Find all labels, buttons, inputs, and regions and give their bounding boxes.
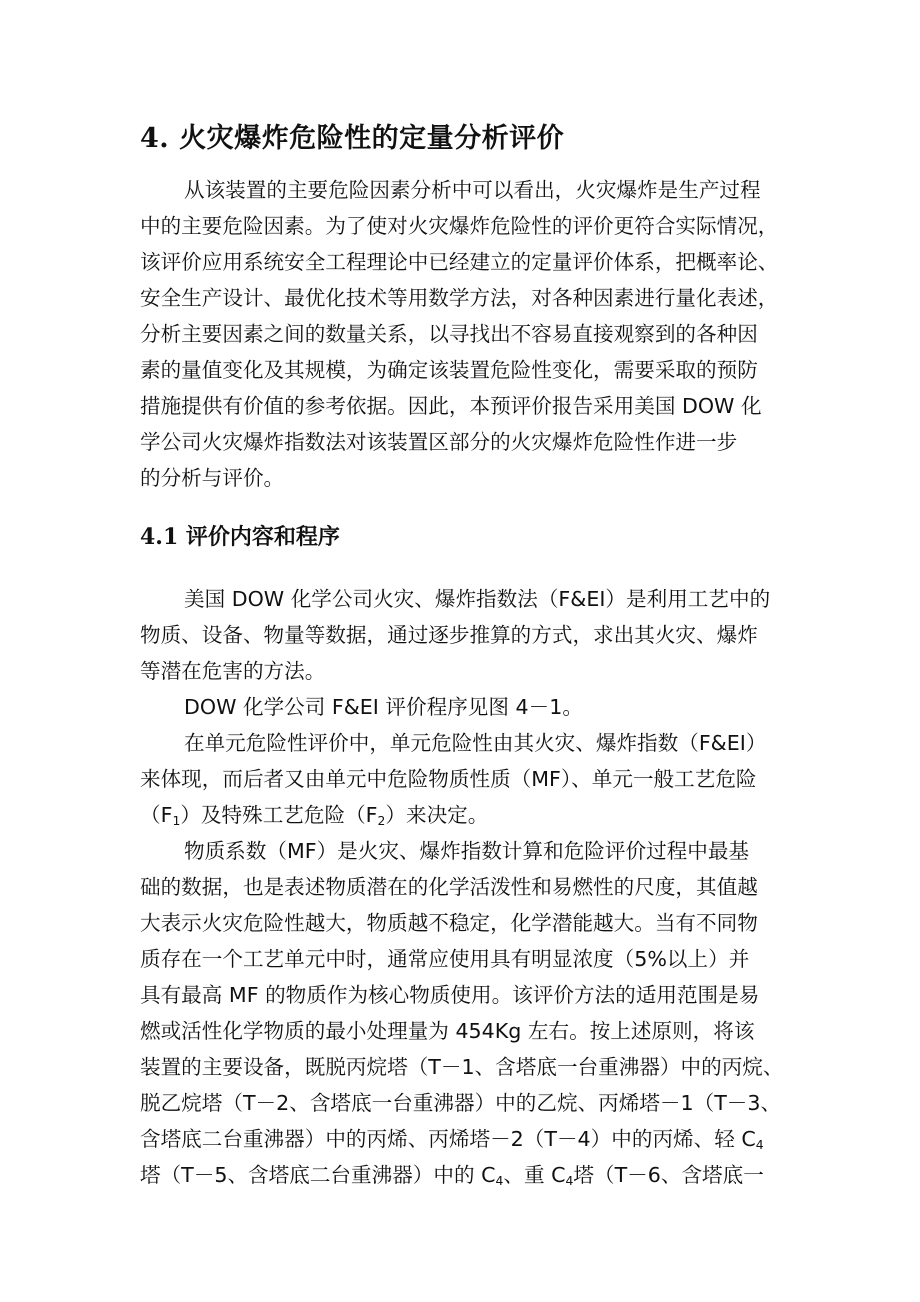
text-line: 中的主要危险因素。为了使对火灾爆炸危险性的评价更符合实际情况， bbox=[140, 214, 779, 238]
text-line: 等潜在危害的方法。 bbox=[140, 659, 326, 683]
subscript: 4 bbox=[565, 1174, 574, 1189]
text-line bbox=[140, 797, 488, 833]
text-line: 该评价应用系统安全工程理论中已经建立的定量评价体系，把概率论、 bbox=[140, 250, 779, 274]
text-line: 美国 DOW 化学公司火灾、爆炸指数法（F&EI）是利用工艺中的 bbox=[184, 587, 771, 611]
text-line: 从该装置的主要危险因素分析中可以看出，火灾爆炸是生产过程 bbox=[184, 178, 761, 202]
text-fragment: ）来决定。 bbox=[385, 803, 489, 827]
text-line: 具有最高 MF 的物质作为核心物质使用。该评价方法的适用范围是易 bbox=[140, 983, 760, 1007]
text-line: 安全生产设计、最优化技术等用数学方法，对各种因素进行量化表述， bbox=[140, 286, 779, 310]
text-line: 的分析与评价。 bbox=[140, 466, 285, 490]
subscript: 1 bbox=[172, 814, 181, 829]
text-fragment: 含塔底二台重沸器）中的丙烯、丙烯塔－2（T－4）中的丙烯、轻 C bbox=[140, 1127, 756, 1151]
subscript: 4 bbox=[755, 1138, 764, 1153]
text-line: DOW 化学公司 F&EI 评价程序见图 4－1。 bbox=[184, 695, 583, 719]
text-line: 素的量值变化及其规模，为确定该装置危险性变化，需要采取的预防 bbox=[140, 358, 758, 382]
text-line: 脱乙烷塔（T－2、含塔底一台重沸器）中的乙烷、丙烯塔－1（T－3、 bbox=[140, 1091, 782, 1115]
text-line: 质存在一个工艺单元中时，通常应使用具有明显浓度（5%以上）并 bbox=[140, 947, 750, 971]
text-line bbox=[140, 1157, 764, 1193]
text-line: 分析主要因素之间的数量关系，以寻找出不容易直接观察到的各种因 bbox=[140, 322, 758, 346]
text-line: 装置的主要设备，既脱丙烷塔（T－1、含塔底一台重沸器）中的丙烷、 bbox=[140, 1055, 784, 1079]
text-fragment: （F bbox=[140, 803, 173, 827]
text-fragment: ）及特殊工艺危险（F bbox=[180, 803, 378, 827]
text-line: 物质、设备、物量等数据，通过逐步推算的方式，求出其火灾、爆炸 bbox=[140, 623, 758, 647]
subscript: 4 bbox=[495, 1174, 504, 1189]
text-line: 燃或活性化学物质的最小处理量为 454Kg 左右。按上述原则，将该 bbox=[140, 1019, 755, 1043]
text-line: 来体现，而后者又由单元中危险物质性质（MF）、单元一般工艺危险 bbox=[140, 767, 757, 791]
text-line: 在单元危险性评价中，单元危险性由其火灾、爆炸指数（F&EI） bbox=[184, 731, 767, 755]
text-line: 措施提供有价值的参考依据。因此，本预评价报告采用美国 DOW 化 bbox=[140, 394, 762, 418]
text-fragment: 塔（T－6、含塔底一 bbox=[573, 1163, 764, 1187]
text-line: 大表示火灾危险性越大，物质越不稳定，化学潜能越大。当有不同物 bbox=[140, 911, 758, 935]
section-heading-4-1: 4.1 评价内容和程序 bbox=[140, 524, 340, 550]
text-line: 学公司火灾爆炸指数法对该装置区部分的火灾爆炸危险性作进一步 bbox=[140, 430, 738, 454]
text-line: 础的数据，也是表述物质潜在的化学活泼性和易燃性的尺度，其值越 bbox=[140, 875, 758, 899]
text-line bbox=[140, 1121, 764, 1157]
text-line: 物质系数（MF）是火灾、爆炸指数计算和危险评价过程中最基 bbox=[184, 839, 750, 863]
text-fragment: 塔（T－5、含塔底二台重沸器）中的 C bbox=[140, 1163, 496, 1187]
section-heading-4: 4. 火灾爆炸危险性的定量分析评价 bbox=[140, 123, 565, 154]
subscript: 2 bbox=[377, 814, 386, 829]
text-fragment: 、重 C bbox=[503, 1163, 566, 1187]
